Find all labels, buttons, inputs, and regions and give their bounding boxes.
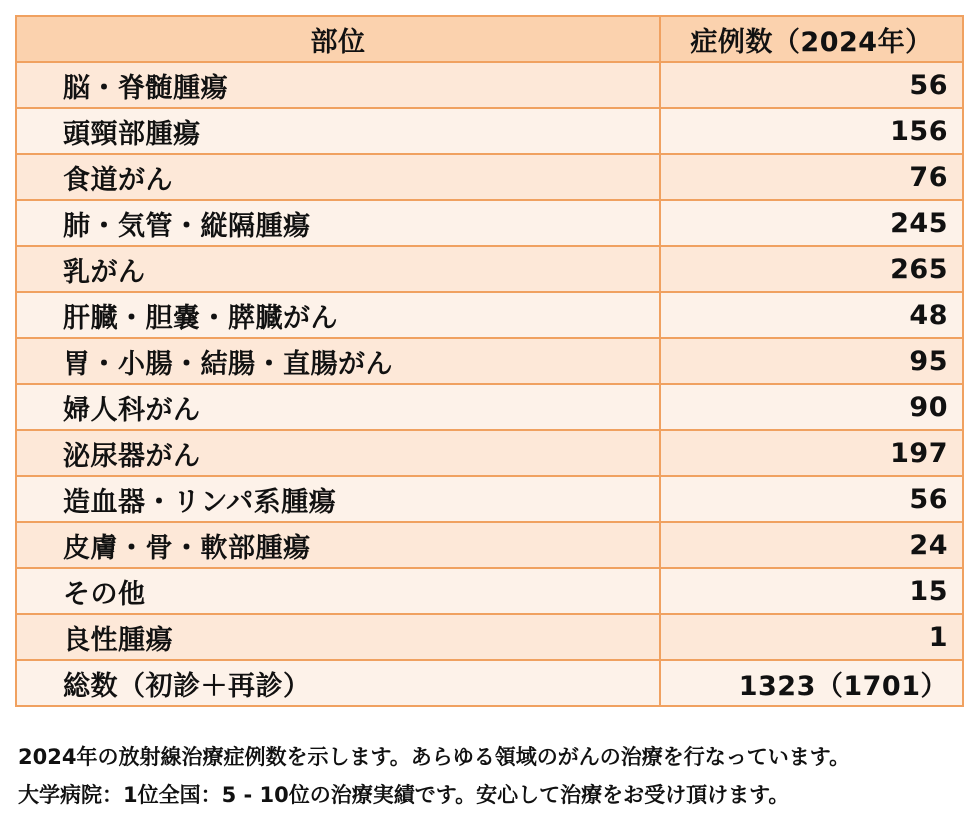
header-count: 症例数（2024年）	[660, 16, 963, 62]
table-row	[16, 200, 963, 246]
case-count-table-container	[15, 15, 962, 707]
row-count: 56	[660, 62, 963, 108]
table-row	[16, 614, 963, 660]
row-count: 76	[660, 154, 963, 200]
table-row	[16, 568, 963, 614]
table-row	[16, 384, 963, 430]
row-site: 肺・気管・縦隔腫瘍	[16, 200, 660, 246]
row-site: 脳・脊髄腫瘍	[16, 62, 660, 108]
table-row	[16, 338, 963, 384]
table-row-total	[16, 660, 963, 706]
row-count: 90	[660, 384, 963, 430]
table-row	[16, 292, 963, 338]
table-row	[16, 476, 963, 522]
row-count: 245	[660, 200, 963, 246]
row-site: 泌尿器がん	[16, 430, 660, 476]
total-label: 総数（初診＋再診）	[16, 660, 660, 706]
row-site: 造血器・リンパ系腫瘍	[16, 476, 660, 522]
row-count: 1	[660, 614, 963, 660]
row-count: 156	[660, 108, 963, 154]
notes-section	[18, 738, 973, 814]
header-site: 部位	[16, 16, 660, 62]
row-site: 婦人科がん	[16, 384, 660, 430]
table-row	[16, 108, 963, 154]
note-line-summary: 2024年の放射線治療症例数を示します。あらゆる領域のがんの治療を行なっています。	[18, 745, 851, 769]
case-count-table	[15, 15, 964, 707]
row-site: 皮膚・骨・軟部腫瘍	[16, 522, 660, 568]
row-count: 48	[660, 292, 963, 338]
note-line-ranking: 大学病院：1位全国：5 - 10位の治療実績です。安心して治療をお受け頂けます。	[18, 783, 790, 807]
table-header-row	[16, 16, 963, 62]
row-count: 95	[660, 338, 963, 384]
total-count: 1323（1701）	[660, 660, 963, 706]
row-site: 胃・小腸・結腸・直腸がん	[16, 338, 660, 384]
row-site: 食道がん	[16, 154, 660, 200]
row-site: その他	[16, 568, 660, 614]
row-site: 良性腫瘍	[16, 614, 660, 660]
row-count: 56	[660, 476, 963, 522]
row-count: 15	[660, 568, 963, 614]
table-row	[16, 62, 963, 108]
table-row	[16, 154, 963, 200]
row-site: 肝臓・胆嚢・膵臓がん	[16, 292, 660, 338]
row-count: 265	[660, 246, 963, 292]
table-row	[16, 430, 963, 476]
row-site: 乳がん	[16, 246, 660, 292]
table-row	[16, 246, 963, 292]
row-site: 頭頸部腫瘍	[16, 108, 660, 154]
row-count: 24	[660, 522, 963, 568]
row-count: 197	[660, 430, 963, 476]
table-row	[16, 522, 963, 568]
